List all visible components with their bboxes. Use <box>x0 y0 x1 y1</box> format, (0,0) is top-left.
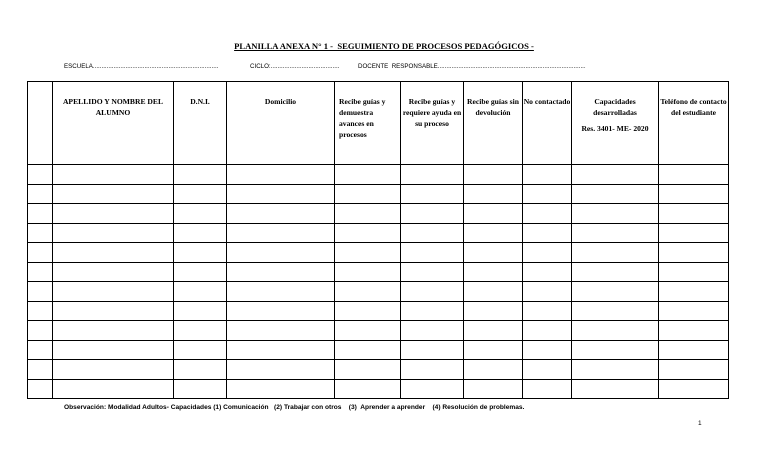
table-cell[interactable] <box>335 340 401 360</box>
table-cell[interactable] <box>572 340 659 360</box>
table-cell[interactable] <box>523 184 572 204</box>
header-row <box>28 82 729 165</box>
table-cell[interactable] <box>174 340 227 360</box>
table-cell[interactable] <box>28 282 53 302</box>
table-cell[interactable] <box>174 243 227 263</box>
table-cell[interactable] <box>53 340 174 360</box>
table-row <box>28 360 729 380</box>
table-cell[interactable] <box>659 321 729 341</box>
table-cell[interactable] <box>572 243 659 263</box>
table-cell[interactable] <box>401 204 464 224</box>
table-cell[interactable] <box>28 321 53 341</box>
table-cell[interactable] <box>523 165 572 185</box>
table-cell[interactable] <box>464 360 523 380</box>
table-cell[interactable] <box>28 204 53 224</box>
table-cell[interactable] <box>523 243 572 263</box>
table-cell[interactable] <box>335 243 401 263</box>
header-dni: D.N.I. <box>174 82 227 165</box>
table-cell[interactable] <box>227 204 335 224</box>
resolution-ref: Res. 3401- ME- 2020 <box>581 124 649 133</box>
page-number: 1 <box>698 420 702 427</box>
table-cell[interactable] <box>401 301 464 321</box>
table-cell[interactable] <box>174 321 227 341</box>
header-index <box>28 82 53 165</box>
table-cell[interactable] <box>572 262 659 282</box>
table-cell[interactable] <box>523 282 572 302</box>
table-cell[interactable] <box>523 301 572 321</box>
table-cell[interactable] <box>53 223 174 243</box>
table-cell[interactable] <box>28 243 53 263</box>
table-cell[interactable] <box>401 184 464 204</box>
table-cell[interactable] <box>464 223 523 243</box>
table-cell[interactable] <box>227 262 335 282</box>
table-cell[interactable] <box>53 165 174 185</box>
table-cell[interactable] <box>659 204 729 224</box>
table-cell[interactable] <box>572 165 659 185</box>
table-cell[interactable] <box>227 301 335 321</box>
header-sin-devolucion: Recibe guías sin devolución <box>464 82 523 165</box>
table-cell[interactable] <box>227 243 335 263</box>
observation-note: Observación: Modalidad Adultos- Capacidades (1) Comunicación (2) Trabajar con otros (3) Aprender a aprender (4) Resolución de problemas. <box>64 404 525 411</box>
table-cell[interactable] <box>523 262 572 282</box>
table-cell[interactable] <box>659 301 729 321</box>
table-cell[interactable] <box>464 321 523 341</box>
table-cell[interactable] <box>659 243 729 263</box>
table-cell[interactable] <box>523 321 572 341</box>
table-cell[interactable] <box>174 184 227 204</box>
table-row <box>28 340 729 360</box>
table-cell[interactable] <box>335 301 401 321</box>
table-cell[interactable] <box>335 223 401 243</box>
table-cell[interactable] <box>28 379 53 399</box>
table-cell[interactable] <box>659 184 729 204</box>
table-cell[interactable] <box>523 340 572 360</box>
table-cell[interactable] <box>28 262 53 282</box>
table-cell[interactable] <box>572 282 659 302</box>
table-cell[interactable] <box>464 301 523 321</box>
table-cell[interactable] <box>401 223 464 243</box>
table-row <box>28 223 729 243</box>
header-capacidades <box>572 82 659 165</box>
table-cell[interactable] <box>53 243 174 263</box>
table-cell[interactable] <box>464 165 523 185</box>
table-cell[interactable] <box>523 223 572 243</box>
table-cell[interactable] <box>53 184 174 204</box>
table-cell[interactable] <box>227 360 335 380</box>
table-cell[interactable] <box>659 282 729 302</box>
table-cell[interactable] <box>572 204 659 224</box>
table-cell[interactable] <box>227 379 335 399</box>
table-cell[interactable] <box>227 184 335 204</box>
header-requiere-ayuda: Recibe guías y requiere ayuda en su proceso <box>401 82 464 165</box>
table-cell[interactable] <box>227 165 335 185</box>
table-cell[interactable] <box>572 184 659 204</box>
table-row <box>28 243 729 263</box>
table-cell[interactable] <box>572 223 659 243</box>
table-cell[interactable] <box>659 360 729 380</box>
header-no-contactado: No contactado <box>523 82 572 165</box>
table-cell[interactable] <box>53 321 174 341</box>
header-domicilio: Domicilio <box>227 82 335 165</box>
table-cell[interactable] <box>523 360 572 380</box>
table-cell[interactable] <box>464 282 523 302</box>
tracking-table <box>27 81 729 399</box>
table-cell[interactable] <box>659 223 729 243</box>
table-cell[interactable] <box>335 282 401 302</box>
table-cell[interactable] <box>464 184 523 204</box>
table-cell[interactable] <box>174 360 227 380</box>
table-cell[interactable] <box>174 165 227 185</box>
table-cell[interactable] <box>174 282 227 302</box>
table-cell[interactable] <box>227 321 335 341</box>
table-cell[interactable] <box>53 262 174 282</box>
table-cell[interactable] <box>572 301 659 321</box>
table-cell[interactable] <box>572 379 659 399</box>
table-cell[interactable] <box>523 379 572 399</box>
table-cell[interactable] <box>464 204 523 224</box>
document-title: PLANILLA ANEXA N° 1 - SEGUIMIENTO DE PROCESOS PEDAGÓGICOS - <box>234 41 534 51</box>
table-cell[interactable] <box>659 340 729 360</box>
table-cell[interactable] <box>28 184 53 204</box>
table-cell[interactable] <box>401 360 464 380</box>
table-cell[interactable] <box>174 262 227 282</box>
header-apellido-nombre: APELLIDO Y NOMBRE DEL ALUMNO <box>53 82 174 165</box>
table-cell[interactable] <box>401 262 464 282</box>
table-cell[interactable] <box>572 321 659 341</box>
table-row <box>28 184 729 204</box>
table-cell[interactable] <box>53 360 174 380</box>
table-cell[interactable] <box>401 165 464 185</box>
ciclo-field: CICLO:........................................ <box>250 63 340 70</box>
table-cell[interactable] <box>335 184 401 204</box>
table-cell[interactable] <box>401 243 464 263</box>
capacidades-label: Capacidades desarrolladas <box>593 97 637 117</box>
table-cell[interactable] <box>53 282 174 302</box>
table-cell[interactable] <box>174 301 227 321</box>
header-avances: Recibe guías y demuestra avances en procesos <box>335 82 401 165</box>
table-cell[interactable] <box>659 379 729 399</box>
table-cell[interactable] <box>174 204 227 224</box>
table-cell[interactable] <box>335 165 401 185</box>
table-row <box>28 165 729 185</box>
table-cell[interactable] <box>227 223 335 243</box>
table-row <box>28 204 729 224</box>
table-cell[interactable] <box>28 340 53 360</box>
table-cell[interactable] <box>335 204 401 224</box>
escuela-field: ESCUELA......................................................................... <box>64 63 219 70</box>
table-cell[interactable] <box>572 360 659 380</box>
table-cell[interactable] <box>464 243 523 263</box>
table-cell[interactable] <box>28 165 53 185</box>
table-cell[interactable] <box>523 204 572 224</box>
table-cell[interactable] <box>401 282 464 302</box>
table-cell[interactable] <box>659 165 729 185</box>
table-row <box>28 301 729 321</box>
docente-field: DOCENTE RESPONSABLE...................................................................................... <box>358 63 586 70</box>
table-cell[interactable] <box>464 340 523 360</box>
table-cell[interactable] <box>174 379 227 399</box>
table-cell[interactable] <box>227 282 335 302</box>
table-cell[interactable] <box>335 379 401 399</box>
table-cell[interactable] <box>464 379 523 399</box>
table-cell[interactable] <box>464 262 523 282</box>
table-cell[interactable] <box>53 301 174 321</box>
table-cell[interactable] <box>401 379 464 399</box>
table-cell[interactable] <box>28 360 53 380</box>
table-cell[interactable] <box>53 379 174 399</box>
table-row <box>28 379 729 399</box>
table-cell[interactable] <box>335 321 401 341</box>
table-row <box>28 282 729 302</box>
table-cell[interactable] <box>401 321 464 341</box>
table-cell[interactable] <box>659 262 729 282</box>
table-cell[interactable] <box>53 204 174 224</box>
table-cell[interactable] <box>174 223 227 243</box>
table-cell[interactable] <box>335 360 401 380</box>
table-cell[interactable] <box>28 301 53 321</box>
table-row <box>28 321 729 341</box>
table-cell[interactable] <box>335 262 401 282</box>
table-cell[interactable] <box>401 340 464 360</box>
table-row <box>28 262 729 282</box>
table-cell[interactable] <box>28 223 53 243</box>
table-cell[interactable] <box>227 340 335 360</box>
header-telefono: Teléfono de contacto del estudiante <box>659 82 729 165</box>
